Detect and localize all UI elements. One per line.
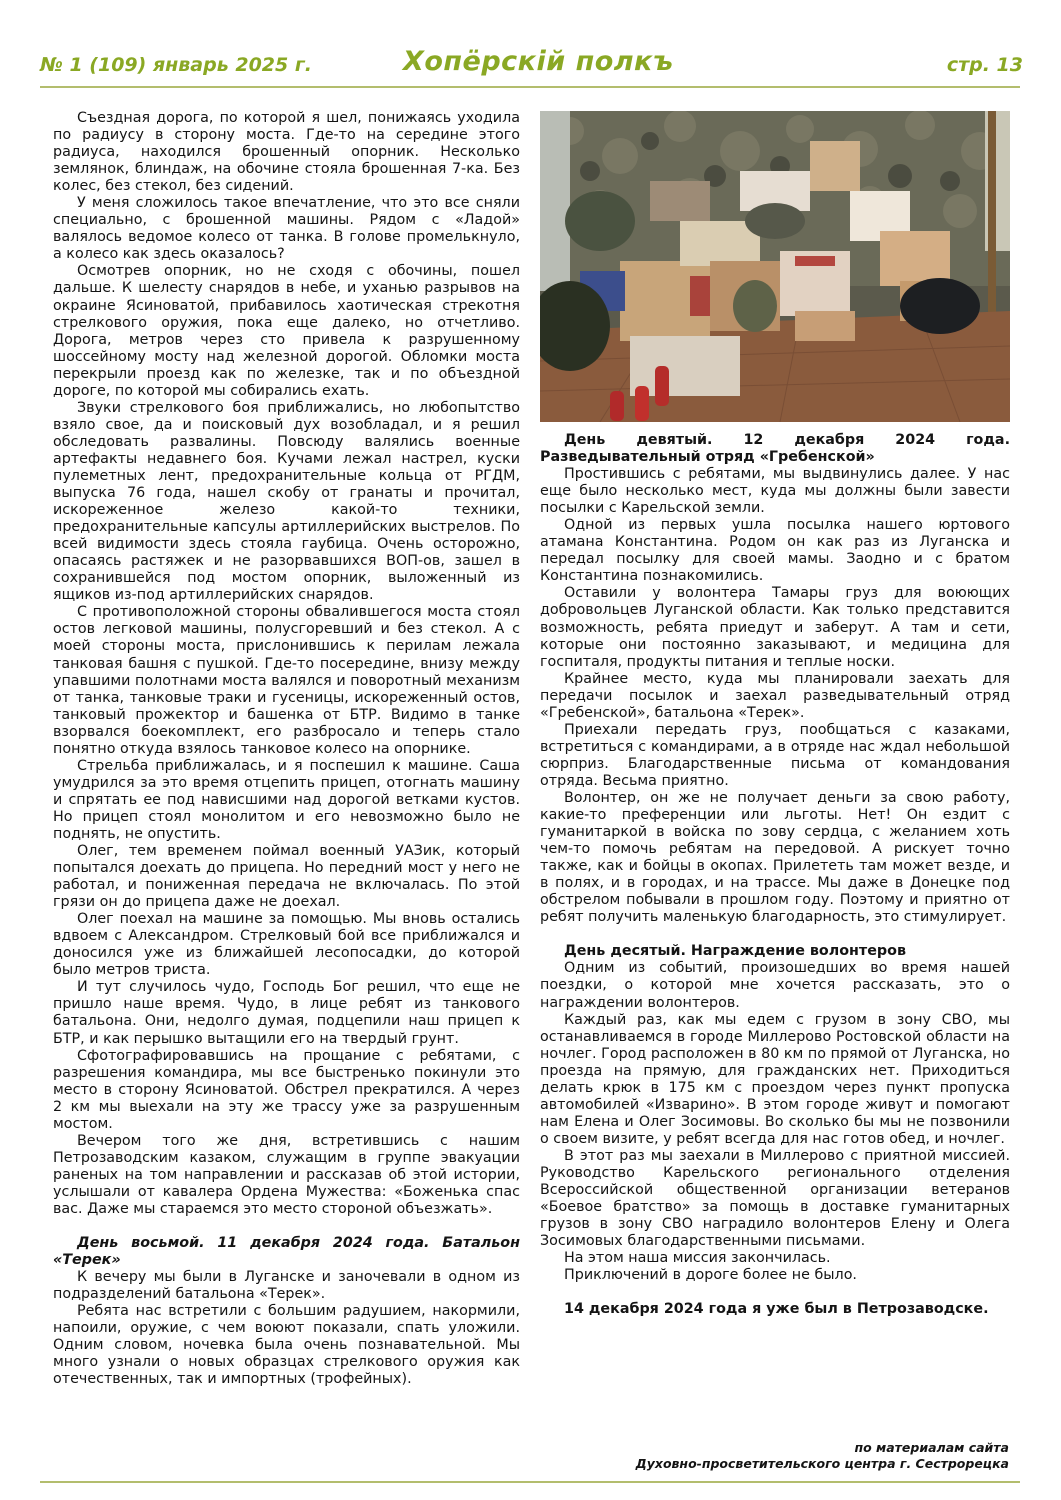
paragraph: И тут случилось чудо, Господь Бог решил, что еще не пришло наше время. Чудо, в лице ребят из танкового батальона. Они, недолго думая, подцепили наш прицеп к БТР, и как перышко вытащили его на твердый грунт. [53, 979, 520, 1047]
paragraph: У меня сложилось такое впечатление, что это все сняли специально, с брошенной машины. Рядом с «Ладой» валялось ведомое колесо от танка. В голове промелькнуло, а колесо как здесь оказалось? [53, 195, 520, 263]
paragraph: К вечеру мы были в Луганске и заночевали в одном из подразделений батальона «Терек». [53, 1269, 520, 1303]
paragraph: В этот раз мы заехали в Миллерово с приятной миссией. Руководство Карельского регионального отделения Всероссийской общественной организации ветеранов «Боевое братство» за помощь в доставке гуманитарных грузов в зону СВО наградило волонтеров Елену и Олега Зосимовых благодарственными письмами. [540, 1147, 1010, 1250]
footer-divider [40, 1481, 1020, 1483]
paragraph: Вечером того же дня, встретившись с нашим Петрозаводским казаком, служащим в группе эвакуации раненых на том направлении и рассказав об этой истории, услышали от кавалера Ордена Мужества: «Боженька спас вас. Даже мы стараемся это место стороной объезжать». [53, 1132, 520, 1217]
paragraph: Съездная дорога, по которой я шел, понижаясь уходила по радиусу в сторону моста. Где-то на середине этого радиуса, находился брошенный опорник. Несколько землянок, блиндаж, на обочине стояла брошенная 7-ка. Без колес, без стекол, без сидений. [53, 110, 520, 195]
section-heading-day-ten: День десятый. Награждение волонтеров [564, 943, 906, 960]
paragraph: Волонтер, он же не получает деньги за свою работу, какие-то преференции или льготы. Нет! Он ездит с гуманитаркой в войска по зову сердца, с желанием хоть чем-то помочь ребятам на передовой. А рискует точно также, как и бойцы в окопах. Прилететь там может везде, и в полях, и в городах, и на трассе. Мы даже в Донецке под обстрелом побывали в прошлом году. Поэтому и приятно от ребят получить маленькую благодарность, это стимулирует. [540, 789, 1010, 926]
paragraph: На этом наша миссия закончилась. [564, 1250, 831, 1267]
paragraph: Простившись с ребятами, мы выдвинулись далее. У нас еще было несколько мест, куда мы должны были завести посылки с Карельской земли. [540, 466, 1010, 517]
page-number: стр. 13 [946, 54, 1023, 76]
section-heading-day-eight: День восьмой. 11 декабря 2024 года. Батальон «Терек» [53, 1235, 520, 1269]
header-divider [40, 86, 1020, 88]
closing-line: 14 декабря 2024 года я уже был в Петрозаводске. [564, 1301, 989, 1318]
page-header [0, 48, 1061, 86]
paragraph: Одним из событий, произошедших во время нашей поездки, о которой мне хочется рассказать, это о награждении волонтеров. [540, 960, 1010, 1011]
source-credit [589, 1440, 1009, 1472]
paragraph: Крайнее место, куда мы планировали заехать для передачи посылок и заехал разведывательный отряд «Гребенской», батальона «Терек». [540, 670, 1010, 721]
left-column [53, 110, 520, 1388]
right-column [540, 432, 1010, 1318]
paragraph: Одной из первых ушла посылка нашего юртового атамана Константина. Родом он как раз из Луганска и передал посылку для своей мамы. Заодно и с братом Константина познакомились. [540, 517, 1010, 585]
newspaper-title: Хопёрскiй полкъ [403, 46, 674, 77]
section-heading-day-nine: День девятый. 12 декабря 2024 года. Разведывательный отряд «Гребенской» [540, 432, 1010, 466]
paragraph: С противоположной стороны обвалившегося моста стоял остов легковой машины, полусгоревший и без стекол. А с моей стороны моста, прислонившись к перилам лежала танковая башня с пушкой. Где-то посередине, внизу между упавшими полотнами моста валялся и поворотный механизм от танка, танковые траки и гусеницы, искореженный остов, танковый прожектор и башенка от БТР. Видимо в танке взорвался боекомплект, его разбросало и теперь стало понятно откуда взялось танковое колесо на опорнике. [53, 604, 520, 757]
paragraph: Каждый раз, как мы едем с грузом в зону СВО, мы останавливаемся в городе Миллерово Ростовской области на ночлег. Город расположен в 80 км по прямой от Луганска, но проезда на прямую, для гражданских нет. Приходиться делать крюк в 175 км с проездом через пункт пропуска автомобилей «Изварино». В этом городе живут и помогают нам Елена и Олег Зосимовы. Во сколько бы мы не позвонили о своем визите, у ребят всегда для нас готов обед, и ночлег. [540, 1011, 1010, 1147]
paragraph: Приехали передать груз, пообщаться с казаками, встретиться с командирами, а в отряде нас ждал небольшой сюрприз. Благодарственные письма от командования отряда. Весьма приятно. [540, 721, 1010, 789]
issue-number: № 1 (109) январь 2025 г. [40, 54, 312, 76]
paragraph: Осмотрев опорник, но не сходя с обочины, пошел дальше. К шелесту снарядов в небе, и уханью разрывов на окраине Ясиноватой, прибавилось хаотическая стрекотня стрелкового оружия, пока еще далеко, но отчетливо. Дорога, метров через сто привела к разрушенному шоссейному мосту над железной дорогой. Обломки моста перекрыли проезд как по железке, так и по объездной дороге, по которой мы собирались ехать. [53, 263, 520, 399]
paragraph: Олег, тем временем поймал военный УАЗик, который попытался доехать до прицепа. Но передний мост у него не работал, и пониженная передача не включалась. По этой грязи он до прицепа даже не доехал. [53, 843, 520, 911]
paragraph: Ребята нас встретили с большим радушием, накормили, напоили, оружие, с чем воюют показали, спать уложили. Одним словом, ночевка была очень познавательной. Мы много узнали о новых образцах стрелкового оружия как отечественных, так и импортных (трофейных). [53, 1303, 520, 1388]
paragraph: Сфотографировавшись на прощание с ребятами, с разрешения командира, мы все быстренько покинули это место в сторону Ясиноватой. Обстрел прекратился. А через 2 км мы выехали на эту же трассу уже за разрушенным мостом. [53, 1047, 520, 1132]
boxes-and-parcels-photo [540, 111, 1010, 422]
paragraph: Стрельба приближалась, и я поспешил к машине. Саша умудрился за это время отцепить прицеп, отогнать машину и спрятать ее под нависшими над дорогой ветками кустов. Но прицеп стоял монолитом и его невозможно было не поднять, не опустить. [53, 757, 520, 842]
paragraph: Звуки стрелкового боя приближались, но любопытство взяло свое, да и поисковый дух возобладал, и я решил обследовать развалины. Повсюду валялись военные артефакты недавнего боя. Кучами лежал настрел, куски пулеметных лент, предохранительные кольца от РГДМ, выпуска 76 года, нашел скобу от гранаты и прочитал, искореженное железо какой-то техники, предохранительные капсулы артиллерийских выстрелов. По всей видимости здесь стояла гаубица. Очень осторожно, опасаясь растяжек и не разорвавшихся ВОП-ов, зашел в сохранившейся под мостом опорник, выложенный из ящиков из-под артиллерийских снарядов. [53, 399, 520, 604]
credit-line: по материалам сайта [854, 1440, 1009, 1455]
paragraph: Олег поехал на машине за помощью. Мы вновь остались вдвоем с Александром. Стрелковый бой все приближался и доносился уже из ближайшей лесопосадки, до которой было метров триста. [53, 911, 520, 979]
paragraph: Приключений в дороге более не было. [564, 1267, 857, 1284]
credit-line: Духовно-просветительского центра г. Сестрорецка [635, 1456, 1009, 1471]
paragraph: Оставили у волонтера Тамары груз для воюющих добровольцев Луганской области. Как только представится возможность, ребята приедут и заберут. А там и сети, которые они постоянно заказывают, и медицина для госпиталя, продукты питания и теплые носки. [540, 585, 1010, 670]
